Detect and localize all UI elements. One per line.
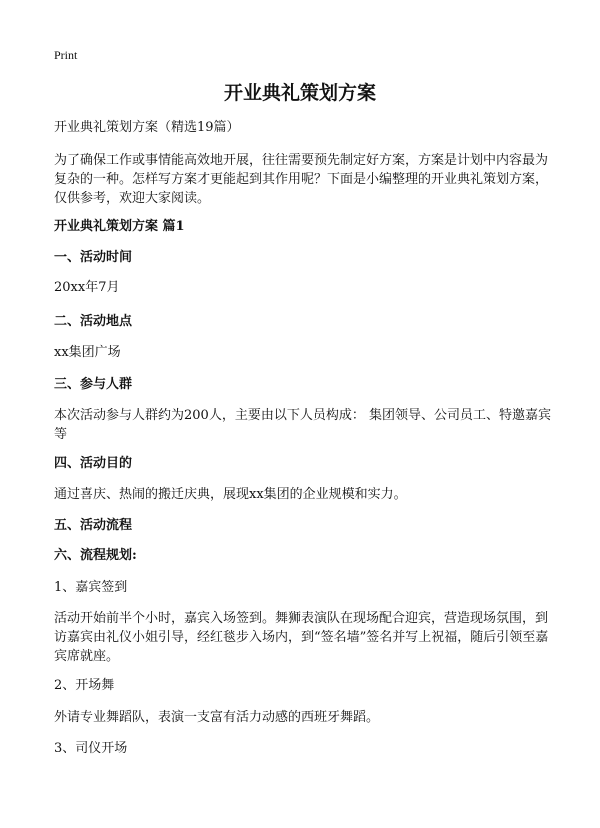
page-title: 开业典礼策划方案 [223,82,376,104]
heading-process-plan: 六、流程规划: [54,548,137,563]
step-guest-signin: 1、嘉宾签到 [54,580,128,595]
participants-text: 本次活动参与人群约为200人，主要由以下人员构成： 集团领导、公司员工、特邀嘉宾等 [54,408,551,442]
activity-purpose-text: 通过喜庆、热闹的搬迁庆典，展现xx集团的企业规模和实力。 [54,487,407,502]
step-opening-dance: 2、开场舞 [54,678,115,693]
guest-signin-text: 活动开始前半个小时，嘉宾入场签到。舞狮表演队在现场配合迎宾，营造现场氛围，到访嘉宾由礼仪小姐引导，经红毯步入场内，到“签名墙”签名并写上祝福，随后引领至嘉宾席就座。 [54,611,549,664]
heading-activity-process: 五、活动流程 [54,518,133,533]
document-subtitle: 开业典礼策划方案（精选19篇） [54,120,240,135]
heading-participants: 三、参与人群 [54,377,133,392]
section-title: 开业典礼策划方案 篇1 [54,219,185,234]
opening-dance-text: 外请专业舞蹈队，表演一支富有活力动感的西班牙舞蹈。 [54,710,380,725]
activity-location-text: xx集团广场 [54,345,121,360]
heading-activity-time: 一、活动时间 [54,250,133,265]
heading-activity-purpose: 四、活动目的 [54,456,133,471]
print-label[interactable]: Print [54,48,78,62]
heading-activity-location: 二、活动地点 [54,314,133,329]
activity-time-text: 20xx年7月 [54,280,120,295]
intro-paragraph: 为了确保工作或事情能高效地开展，往往需要预先制定好方案，方案是计划中内容最为复杂的一种。怎样写方案才更能起到其作用呢？下面是小编整理的开业典礼策划方案，仅供参考，欢迎大家阅读。 [54,153,549,206]
step-mc-opening: 3、司仪开场 [54,741,128,756]
